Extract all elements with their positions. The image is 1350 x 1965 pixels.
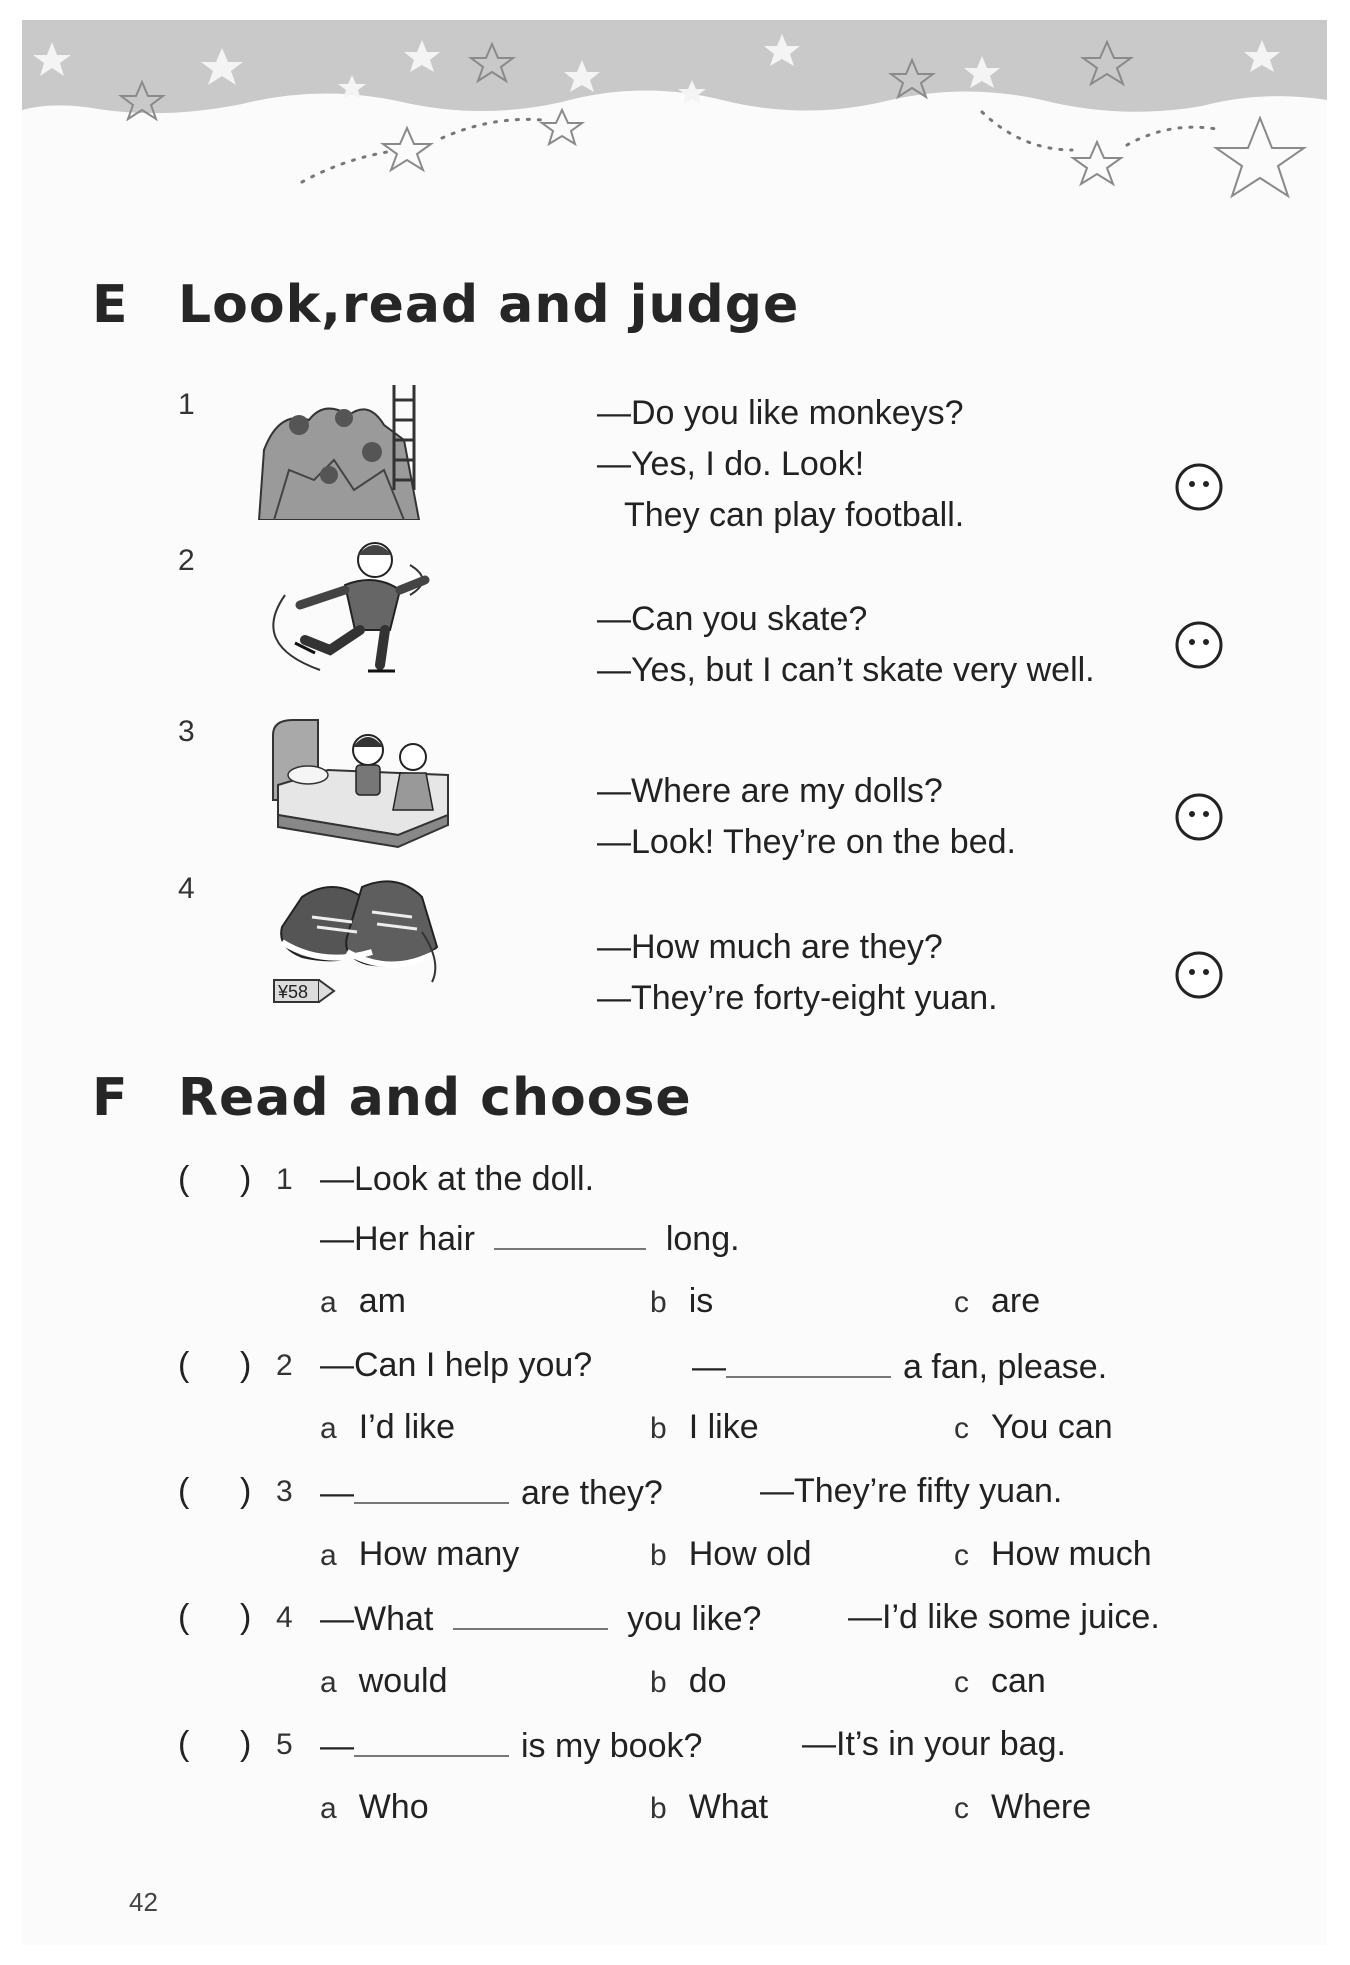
- option-c[interactable]: [954, 1535, 1152, 1574]
- question-after-blank: you like?: [627, 1600, 762, 1638]
- option-letter: c: [954, 1792, 969, 1825]
- option-letter: c: [954, 1666, 969, 1699]
- reply-text: —It’s in your bag.: [802, 1725, 1066, 1763]
- face-answer-icon[interactable]: [1174, 620, 1224, 670]
- option-b[interactable]: [650, 1535, 812, 1574]
- section-f-letter: F: [92, 1068, 129, 1128]
- dialogue-line: —Can you skate?: [597, 600, 868, 638]
- answer-paren-open[interactable]: (: [178, 1346, 190, 1384]
- option-text: How many: [358, 1535, 520, 1573]
- option-text: How old: [688, 1535, 812, 1573]
- option-letter: b: [650, 1412, 667, 1445]
- option-text: is: [688, 1282, 714, 1320]
- option-text: am: [358, 1282, 406, 1320]
- option-a[interactable]: [320, 1662, 448, 1701]
- answer-paren-open[interactable]: (: [178, 1725, 190, 1763]
- option-letter: c: [954, 1286, 969, 1319]
- section-e-title: [92, 275, 799, 335]
- option-b[interactable]: [650, 1662, 727, 1701]
- option-letter: a: [320, 1666, 337, 1699]
- option-a[interactable]: [320, 1408, 455, 1447]
- question-after-blank: is my book?: [521, 1727, 703, 1765]
- item-number: 3: [178, 715, 195, 748]
- option-letter: a: [320, 1412, 337, 1445]
- monkeys-icon: [254, 380, 424, 520]
- question-text: —Look at the doll.: [320, 1160, 595, 1198]
- option-text: Who: [358, 1788, 429, 1826]
- option-text: do: [688, 1662, 727, 1700]
- option-text: would: [358, 1662, 448, 1700]
- item-number: 4: [178, 872, 195, 905]
- answer-blank[interactable]: [354, 1472, 509, 1504]
- option-c[interactable]: [954, 1282, 1040, 1321]
- dialogue-line: —How much are they?: [597, 928, 943, 966]
- face-answer-icon[interactable]: [1174, 462, 1224, 512]
- reply-text: —They’re fifty yuan.: [760, 1472, 1063, 1510]
- question-number: 4: [276, 1601, 293, 1634]
- option-letter: a: [320, 1539, 337, 1572]
- question-dash: —: [320, 1474, 354, 1512]
- question-text: [320, 1725, 702, 1766]
- face-answer-icon[interactable]: [1174, 792, 1224, 842]
- section-e-heading: Look,read and judge: [178, 275, 800, 335]
- price-tag-label: ¥58: [278, 982, 309, 1002]
- dialogue-line: —Yes, I do. Look!: [597, 445, 865, 483]
- skater-icon: [260, 535, 460, 680]
- answer-paren-open[interactable]: (: [178, 1598, 190, 1636]
- star-banner: [22, 20, 1327, 210]
- answer-blank[interactable]: [494, 1218, 646, 1250]
- option-a[interactable]: [320, 1535, 519, 1574]
- answer-paren-open[interactable]: (: [178, 1472, 190, 1510]
- answer-paren-close[interactable]: ): [240, 1472, 252, 1510]
- question-number: 5: [276, 1728, 293, 1761]
- option-letter: b: [650, 1792, 667, 1825]
- question-text-after-blank: long.: [665, 1220, 740, 1258]
- question-before-blank: —What: [320, 1600, 434, 1638]
- dolls-on-bed-icon: [268, 715, 453, 850]
- dialogue-line: —Look! They’re on the bed.: [597, 823, 1016, 861]
- question-number: 1: [276, 1163, 293, 1196]
- option-text: I like: [688, 1408, 759, 1446]
- answer-paren-close[interactable]: ): [240, 1725, 252, 1763]
- option-letter: b: [650, 1666, 667, 1699]
- question-text: [320, 1218, 740, 1259]
- option-letter: b: [650, 1539, 667, 1572]
- option-a[interactable]: [320, 1282, 406, 1321]
- answer-blank[interactable]: [453, 1598, 608, 1630]
- section-f-title: [92, 1068, 692, 1128]
- answer-paren-close[interactable]: ): [240, 1160, 252, 1198]
- option-letter: a: [320, 1792, 337, 1825]
- option-b[interactable]: [650, 1788, 768, 1827]
- dialogue-line: —Do you like monkeys?: [597, 394, 964, 432]
- answer-paren-close[interactable]: ): [240, 1346, 252, 1384]
- option-text: How much: [991, 1535, 1152, 1573]
- option-text: What: [688, 1788, 769, 1826]
- option-letter: c: [954, 1412, 969, 1445]
- reply-text: —I’d like some juice.: [848, 1598, 1160, 1636]
- question-text: —Can I help you?: [320, 1346, 593, 1384]
- item-number: 2: [178, 544, 195, 577]
- section-f-heading: Read and choose: [178, 1068, 692, 1128]
- option-b[interactable]: [650, 1408, 759, 1447]
- reply-dash: —: [692, 1348, 726, 1386]
- question-dash: —: [320, 1727, 354, 1765]
- option-text: I’d like: [358, 1408, 456, 1446]
- dialogue-line: —Where are my dolls?: [597, 772, 943, 810]
- dialogue-line: They can play football.: [624, 496, 965, 534]
- question-number: 3: [276, 1475, 293, 1508]
- option-b[interactable]: [650, 1282, 713, 1321]
- option-c[interactable]: [954, 1408, 1113, 1447]
- question-text-before-blank: —Her hair: [320, 1220, 475, 1258]
- option-text: You can: [991, 1408, 1113, 1446]
- option-text: Where: [991, 1788, 1092, 1826]
- question-after-blank: are they?: [521, 1474, 663, 1512]
- answer-paren-close[interactable]: ): [240, 1598, 252, 1636]
- item-number: 1: [178, 388, 195, 421]
- dialogue-line: —They’re forty-eight yuan.: [597, 979, 998, 1017]
- option-text: can: [991, 1662, 1046, 1700]
- page-number: 42: [129, 1887, 158, 1917]
- workbook-page: [22, 20, 1327, 1945]
- section-e-letter: E: [92, 275, 129, 335]
- option-letter: a: [320, 1286, 337, 1319]
- question-text: [320, 1472, 663, 1513]
- question-text: [320, 1598, 761, 1639]
- option-letter: b: [650, 1286, 667, 1319]
- face-answer-icon[interactable]: [1174, 950, 1224, 1000]
- question-number: 2: [276, 1349, 293, 1382]
- reply-text: [692, 1346, 1107, 1387]
- option-a[interactable]: [320, 1788, 429, 1827]
- answer-blank[interactable]: [726, 1346, 891, 1378]
- option-text: are: [991, 1282, 1041, 1320]
- reply-after-blank: a fan, please.: [903, 1348, 1108, 1386]
- option-c[interactable]: [954, 1788, 1091, 1827]
- dialogue-line: —Yes, but I can’t skate very well.: [597, 651, 1095, 689]
- answer-blank[interactable]: [354, 1725, 509, 1757]
- option-c[interactable]: [954, 1662, 1046, 1701]
- option-letter: c: [954, 1539, 969, 1572]
- answer-paren-open[interactable]: (: [178, 1160, 190, 1198]
